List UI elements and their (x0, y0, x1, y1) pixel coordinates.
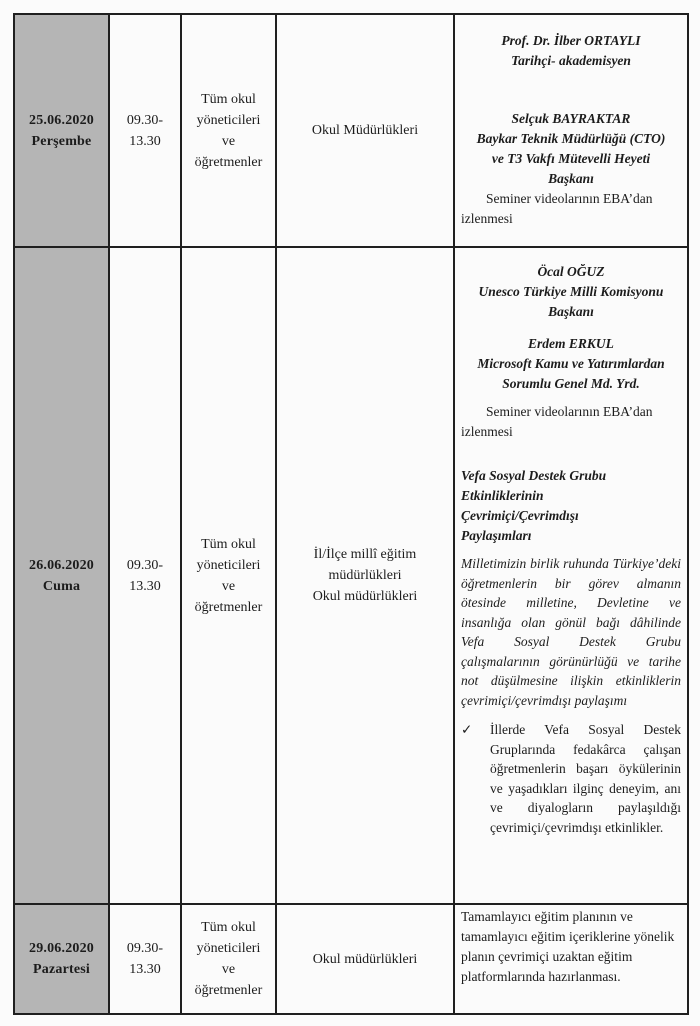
table-row (14, 14, 688, 247)
content-cell (454, 904, 688, 1014)
audience-cell: Tüm okul yöneticileri ve öğretmenler (181, 247, 276, 904)
time-cell: 09.30- 13.30 (109, 904, 181, 1014)
check-icon: ✓ (461, 722, 473, 737)
description-paragraph: Milletimizin birlik ruhunda Türkiye’deki öğretmenlerin bir görev almanın ötesinde milletine, Devletine ve insanlığa olan gönül bağı dâhilinde Vefa Sosyal Destek Grubu çalışmalarının görünürlüğü ve tarihe not düşülmesine ilişkin etkinliklerin çevrimiçi/çevrimdışı paylaşımı (461, 556, 681, 708)
note-paragraph: Seminer videolarının EBA’dan izlenmesi (461, 191, 653, 226)
responsible-cell: İl/İlçe millî eğitim müdürlükleri Okul müdürlükleri (276, 247, 454, 904)
time-cell: 09.30- 13.30 (109, 14, 181, 247)
note-paragraph: Seminer videolarının EBA’dan izlenmesi (461, 404, 653, 439)
speaker-group: Prof. Dr. İlber ORTAYLI Tarihçi- akademisyen (501, 33, 641, 68)
content-cell (454, 247, 688, 904)
date-cell: 29.06.2020 Pazartesi (14, 904, 109, 1014)
content-cell (454, 14, 688, 247)
table-row (14, 247, 688, 904)
table-row (14, 904, 688, 1014)
speaker-group: Erdem ERKUL Microsoft Kamu ve Yatırımlardan Sorumlu Genel Md. Yrd. (477, 336, 665, 391)
section-heading: Vefa Sosyal Destek Grubu Etkinliklerinin Çevrimiçi/Çevrimdışı Paylaşımları (461, 468, 607, 543)
speaker-group: Öcal OĞUZ Unesco Türkiye Milli Komisyonu Başkanı (478, 264, 664, 319)
responsible-cell: Okul Müdürlükleri (276, 14, 454, 247)
bullet-item (461, 720, 681, 837)
date-cell: 26.06.2020 Cuma (14, 247, 109, 904)
responsible-cell: Okul müdürlükleri (276, 904, 454, 1014)
speaker-group: Selçuk BAYRAKTAR Baykar Teknik Müdürlüğü (CTO) ve T3 Vakfı Mütevelli Heyeti Başkanı (476, 111, 666, 186)
bullet-text: İllerde Vefa Sosyal Destek Gruplarında fedakârca çalışan öğretmenlerin başarı öykülerinin ve yaşadıkları ilginç deneyim, anı ve diyalogların paylaşıldığı çevrimiçi/çevrimdışı etkinlikler. (490, 722, 681, 835)
audience-cell: Tüm okul yöneticileri ve öğretmenler (181, 904, 276, 1014)
time-cell: 09.30- 13.30 (109, 247, 181, 904)
audience-cell: Tüm okul yöneticileri ve öğretmenler (181, 14, 276, 247)
date-cell: 25.06.2020 Perşembe (14, 14, 109, 247)
schedule-table (13, 13, 689, 1015)
completion-paragraph: Tamamlayıcı eğitim planının ve tamamlayıcı eğitim içeriklerine yönelik planın çevrimiçi uzaktan eğitim platformlarında hazırlanması. (461, 909, 675, 984)
